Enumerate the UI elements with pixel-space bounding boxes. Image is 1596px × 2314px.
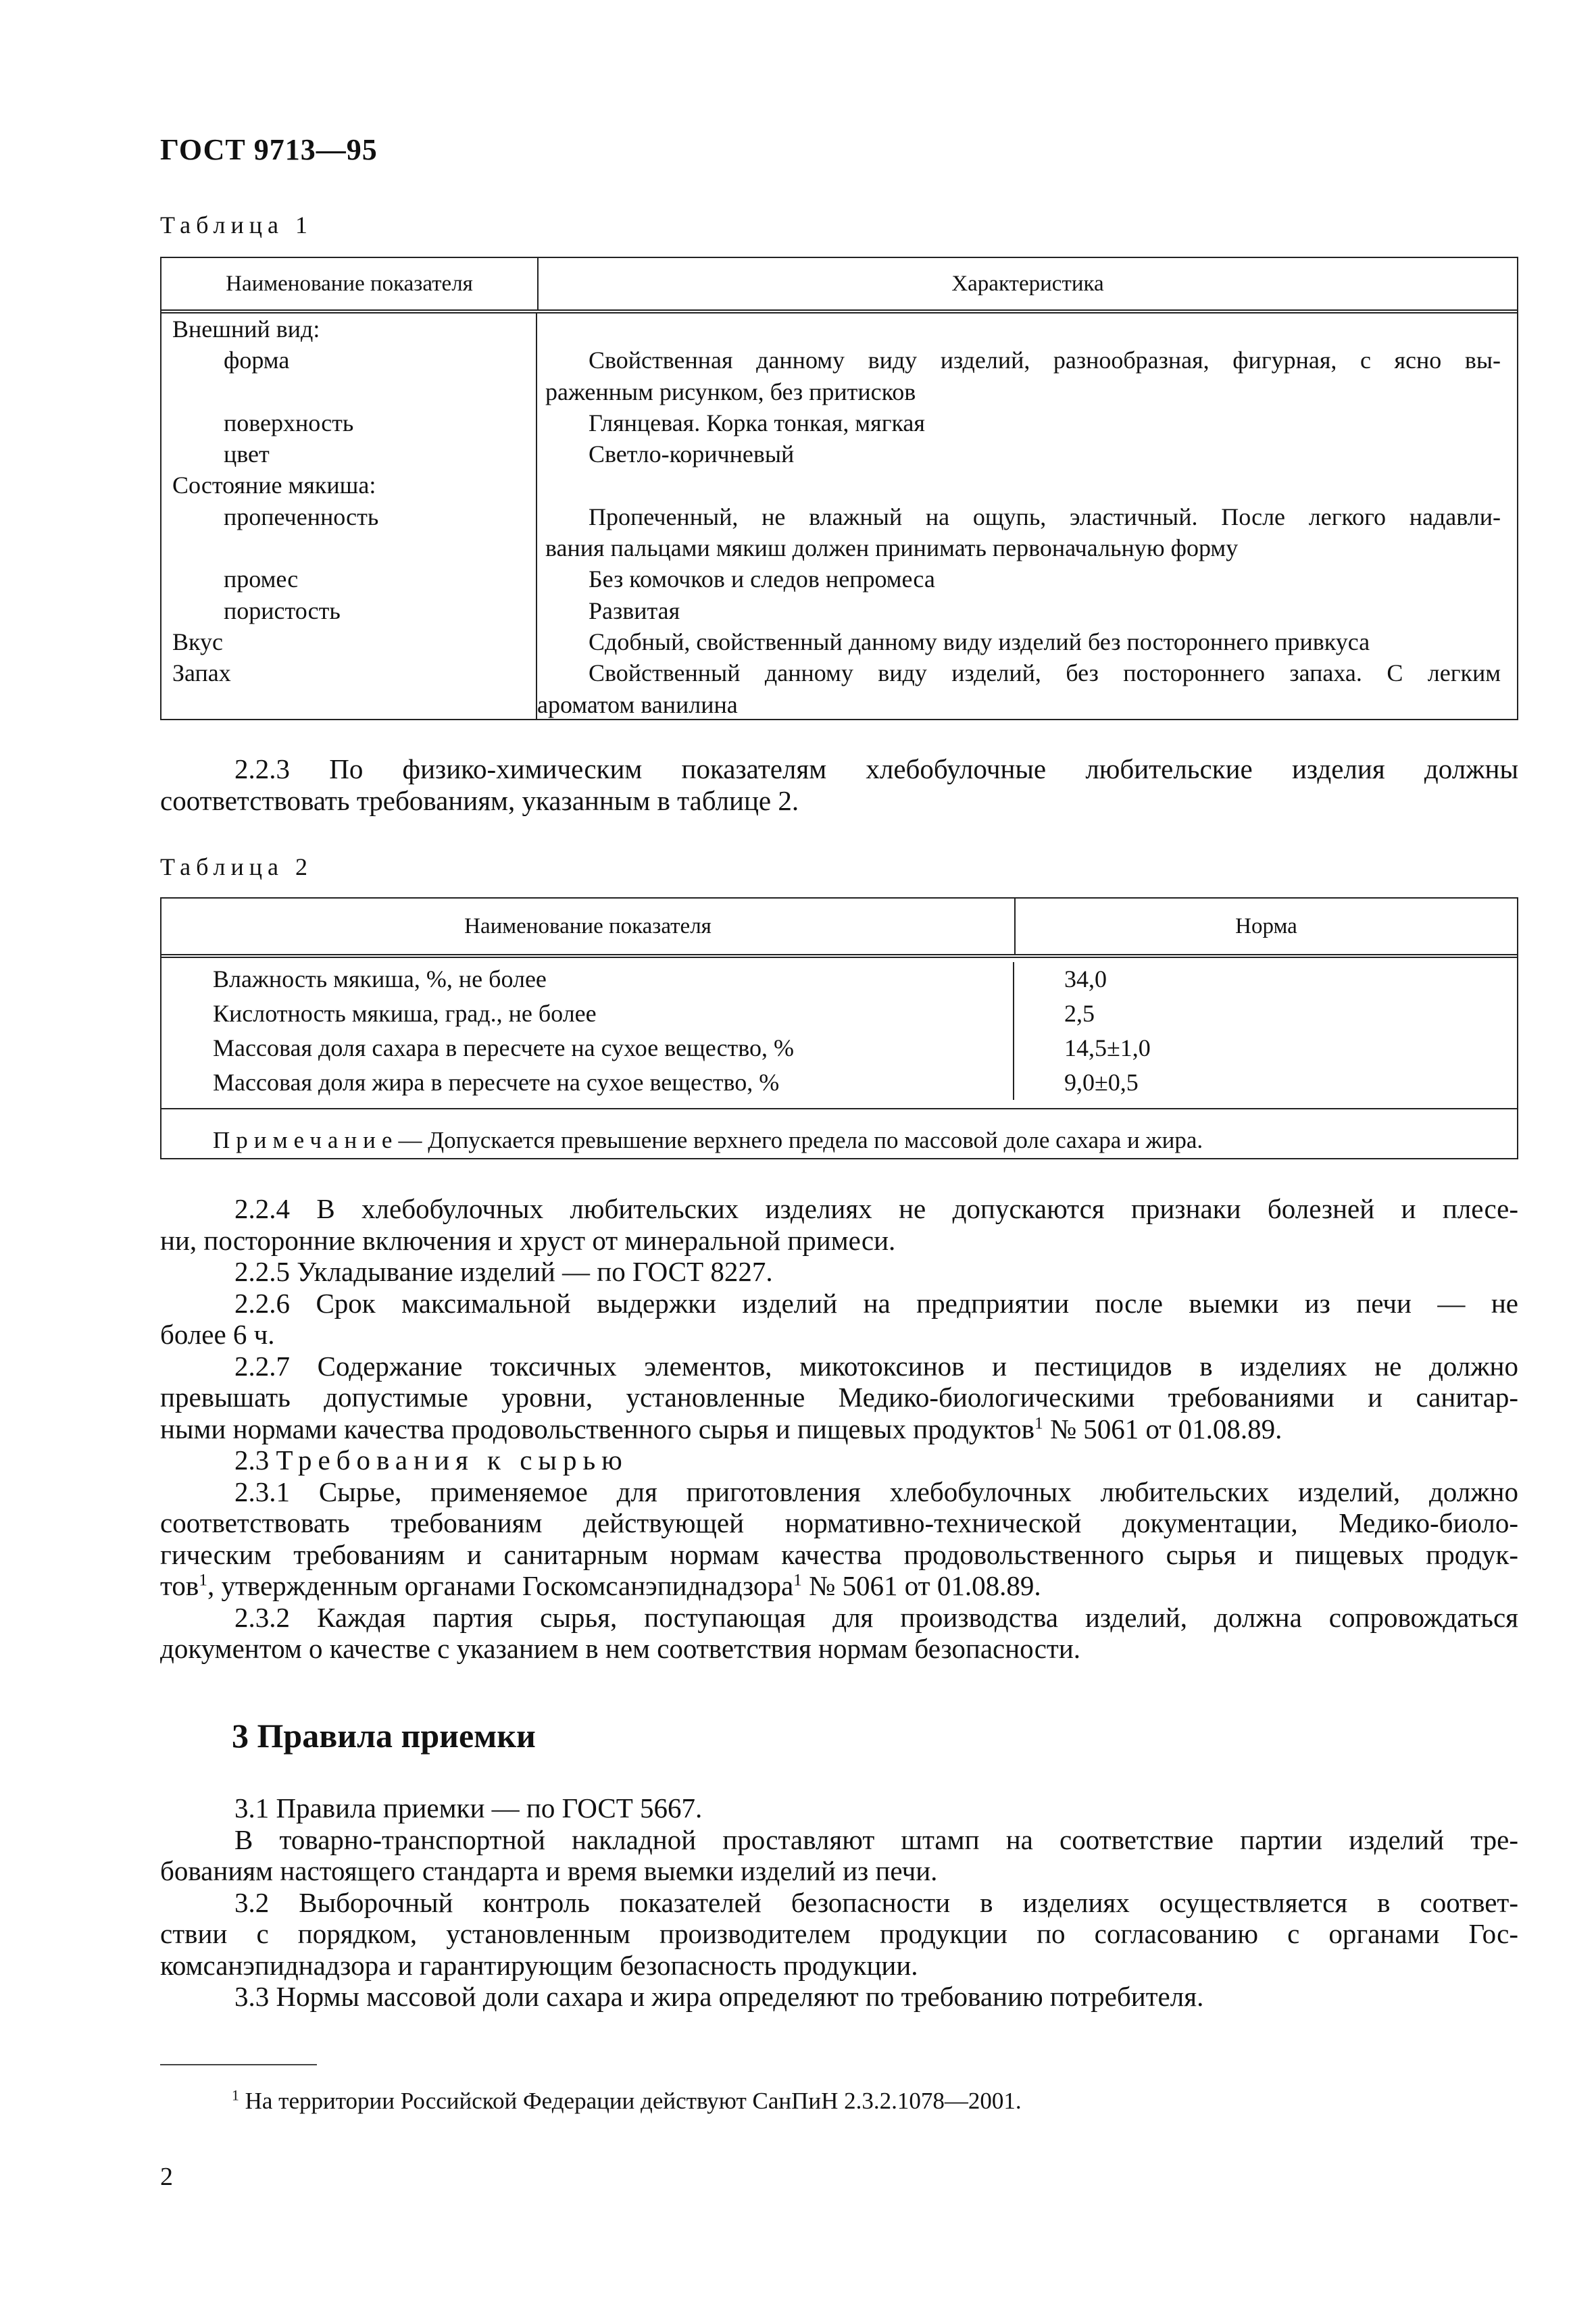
footnote-ref: 1 (793, 1570, 802, 1590)
table-2 (160, 897, 1518, 1159)
table1-header (161, 258, 1517, 313)
table-cell: Сдобный, свойственный данному виду изделий без постороннего привкуса (589, 628, 1370, 655)
table1-col-name: Наименование показателя (161, 258, 539, 309)
table-cell: Массовая доля сахара в пересчете на сухое вещество, % (213, 1034, 795, 1061)
footnote: $^1$ На территории Российской Федерации действуют СанПиН 2.3.2.1078—2001. (232, 2087, 1022, 2114)
section-title-3: 3 Правила приемки (232, 1717, 536, 1755)
section-heading-2-3: Требования к сырью (276, 1444, 628, 1476)
table-cell: Свойственный данному виду изделий, без постороннего запаха. С легким (589, 659, 1501, 687)
table1-values (537, 313, 1517, 720)
table-cell: Свойственная данному виду изделий, разнообразная, фигурная, с ясно вы- (589, 347, 1501, 374)
table2-col-name: Наименование показателя (161, 899, 1016, 954)
document-header: ГОСТ 9713—95 (160, 133, 378, 166)
note-text: — Допускается превышение верхнего предела по массовой доле сахара и жира. (398, 1127, 1203, 1153)
table-cell: раженным рисунком, без притисков (545, 378, 916, 405)
table1-names (161, 313, 537, 720)
table-cell: 9,0±0,5 (1064, 1069, 1139, 1096)
body-text-3: 3.1 Правила приемки — по ГОСТ 5667. В товарно-транспортной накладной проставляют штамп на соответствие партии изделий тре- бованиям настоящего стандарта и время выемки изделий из печи. 3.2 Выборочный контроль показателей безопасности в изделиях осуществляется в соответ- ствии с порядком, установленным производителем продукции по согласованию с органами Гос- комсанэпиднадзора и гарантирующим безопасность продукции. 3.3 Нормы массовой доли сахара и жира определяют по требованию потребителя. (160, 1792, 1518, 2012)
table-cell: 34,0 (1064, 965, 1107, 992)
page-number: 2 (160, 2163, 173, 2191)
table-cell: Внешний вид: (172, 316, 320, 343)
table1-caption: Таблица 1 (160, 211, 313, 238)
table2-note (161, 1108, 1517, 1172)
footnote-ref: 1 (1034, 1413, 1043, 1432)
paragraph-2-2-3: 2.2.3 По физико-химическим показателям хлебобулочные любительские изделия должны соответствовать требованиям, указанным в таблице 2. (160, 753, 1518, 816)
table-cell: 14,5±1,0 (1064, 1034, 1151, 1061)
table-cell: промес (224, 565, 299, 593)
table-cell: Развитая (589, 597, 680, 624)
table2-header (161, 899, 1517, 958)
footnote-divider (160, 2064, 317, 2065)
table-cell: Массовая доля жира в пересчете на сухое вещество, % (213, 1069, 780, 1096)
table2-names (161, 962, 1014, 1100)
table-cell: Влажность мякиша, %, не более (213, 965, 547, 992)
table-cell: Запах (172, 659, 231, 687)
table-cell: Состояние мякиша: (172, 472, 376, 499)
table-cell: Кислотность мякиша, град., не более (213, 1000, 597, 1027)
table-cell: пропеченность (224, 503, 379, 530)
table-cell: пористость (224, 597, 341, 624)
table-cell: Без комочков и следов непромеса (589, 565, 935, 593)
table-cell: поверхность (224, 409, 354, 436)
table1-body (161, 313, 1517, 720)
table1-col-characteristic: Характеристика (951, 271, 1104, 296)
table-cell: ароматом ванилина (537, 690, 738, 718)
table-cell: 2,5 (1064, 1000, 1095, 1027)
table2-col-norm: Норма (1235, 913, 1297, 938)
table-cell: цвет (224, 441, 270, 468)
table-cell: Вкус (172, 628, 223, 655)
table2-values (1014, 962, 1517, 1100)
table-cell: Глянцевая. Корка тонкая, мягкая (589, 409, 925, 436)
table2-caption: Таблица 2 (160, 853, 313, 880)
table-cell: Пропеченный, не влажный на ощупь, эластичный. После легкого надавли- (589, 503, 1501, 530)
note-label: Примечание (213, 1127, 399, 1153)
table-cell: форма (224, 347, 290, 374)
table-1 (160, 257, 1518, 720)
table-cell: вания пальцами мякиш должен принимать первоначальную форму (545, 534, 1239, 562)
table2-body (161, 958, 1517, 1108)
body-text-2-2: 2.2.4 В хлебобулочных любительских изделиях не допускаются признаки болезней и плесе- ни, посторонние включения и хруст от минеральной примеси. 2.2.5 Укладывание изделий — по ГОСТ 8227. 2.2.6 Срок максимальной выдержки изделий на предприятии после выемки из печи — не более 6 ч. 2.2.7 Содержание токсичных элементов, микотоксинов и пестицидов в изделиях не должно превышать допустимые уровни, установленные Медико-биологическими требованиями и санитар- ными нормами качества продовольственного сырья и пищевых продуктов$^1$ № 5061 от 01.08.89. 2.3 Требования к сырью 2.3.1 Сырье, применяемое для приготовления хлебобулочных любительских изделий, должно соответствовать требованиям действующей нормативно-технической документации, Медико-биоло- гическим требованиям и санитарным нормам качества продовольственного сырья и пищевых продук- тов$^1$, утвержденным органами Госкомсанэпиднадзора$^1$ № 5061 от 01.08.89. 2.3.2 Каждая партия сырья, поступающая для производства изделий, должна сопровождаться документом о качестве с указанием в нем соответствия нормам безопасности. (160, 1193, 1518, 1664)
table-cell: Светло-коричневый (589, 441, 795, 468)
footnote-ref: 1 (199, 1570, 207, 1590)
